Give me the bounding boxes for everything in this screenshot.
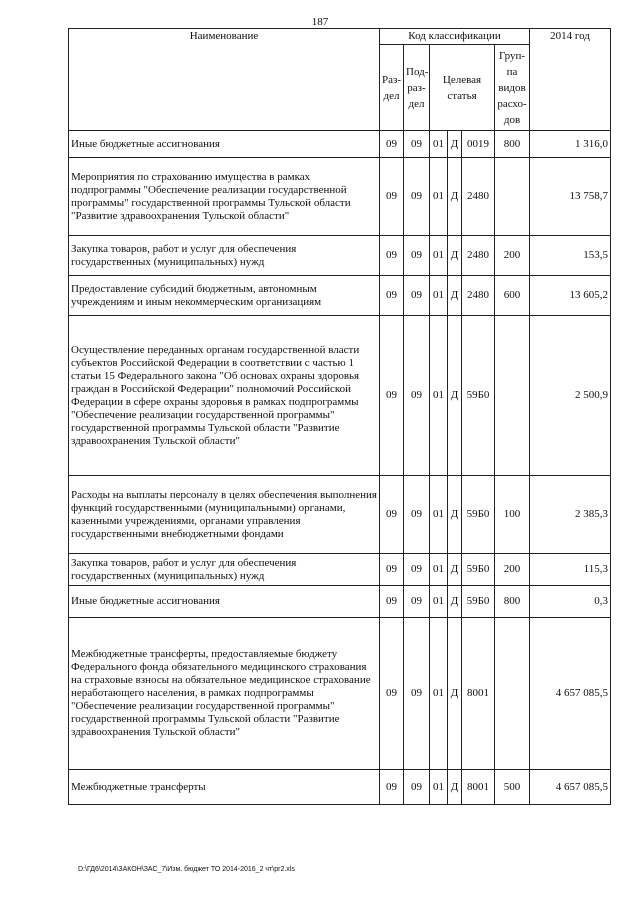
row-target-code: 0019 [462,131,495,158]
table-row [69,276,611,316]
row-target-subprogram: Д [448,131,462,158]
row-expense-group [495,618,530,770]
row-expense-group: 800 [495,586,530,618]
row-section: 09 [380,476,404,554]
row-name: Межбюджетные трансферты, предоставляемые бюджету Федерального фонда обязательного медицинского страхования на страховые взносы на обязательное медицинское страхование неработающего населения, в рамках подпрограммы "Обеспечение реализации государственной программы" государственной программы Тульской области "Развитие здравоохранения Тульской области" [69,618,380,770]
table-row [69,236,611,276]
row-name: Мероприятия по страхованию имущества в рамках подпрограммы "Обеспечение реализации государственной программы" государственной программы Тульской области "Развитие здравоохранения Тульской области" [69,158,380,236]
row-section: 09 [380,131,404,158]
row-amount-2014: 13 758,7 [530,158,611,236]
table-row [69,316,611,476]
row-target-program: 01 [430,618,448,770]
row-section: 09 [380,618,404,770]
row-target-code: 2480 [462,236,495,276]
row-subsection: 09 [404,554,430,586]
table-row [69,586,611,618]
row-name: Межбюджетные трансферты [69,770,380,805]
table-row [69,770,611,805]
row-subsection: 09 [404,770,430,805]
table-body [69,131,611,805]
table-row [69,554,611,586]
row-target-code: 2480 [462,158,495,236]
row-target-program: 01 [430,276,448,316]
row-section: 09 [380,554,404,586]
row-section: 09 [380,770,404,805]
row-target-subprogram: Д [448,276,462,316]
row-subsection: 09 [404,476,430,554]
row-target-program: 01 [430,316,448,476]
row-target-code: 59Б0 [462,554,495,586]
row-section: 09 [380,276,404,316]
header-subsection: Под- раз- дел [404,45,430,131]
row-target-subprogram: Д [448,158,462,236]
table-row [69,618,611,770]
row-target-code: 8001 [462,618,495,770]
row-target-code: 59Б0 [462,476,495,554]
page-number: 187 [311,16,329,28]
footer-file-path: D:\ГД6\2014\ЗАКОН\ЗАС_7\Изм. бюджет ТО 2014-2016_2 чт\pr2.xls [78,866,295,873]
row-amount-2014: 4 657 085,5 [530,618,611,770]
row-target-subprogram: Д [448,554,462,586]
row-subsection: 09 [404,618,430,770]
row-target-code: 59Б0 [462,316,495,476]
row-target-subprogram: Д [448,236,462,276]
row-expense-group [495,316,530,476]
row-subsection: 09 [404,158,430,236]
row-target-program: 01 [430,158,448,236]
row-amount-2014: 2 385,3 [530,476,611,554]
header-classification: Код классификации [380,29,530,45]
row-target-code: 8001 [462,770,495,805]
row-expense-group: 500 [495,770,530,805]
row-target-subprogram: Д [448,586,462,618]
header-group: Груп- па видов расхо- дов [495,45,530,131]
row-amount-2014: 0,3 [530,586,611,618]
row-target-subprogram: Д [448,476,462,554]
header-year: 2014 год [530,29,611,131]
row-expense-group: 200 [495,236,530,276]
row-subsection: 09 [404,276,430,316]
table-row [69,131,611,158]
row-name: Иные бюджетные ассигнования [69,131,380,158]
row-name: Закупка товаров, работ и услуг для обеспечения государственных (муниципальных) нужд [69,554,380,586]
row-subsection: 09 [404,131,430,158]
row-name: Закупка товаров, работ и услуг для обеспечения государственных (муниципальных) нужд [69,236,380,276]
row-section: 09 [380,316,404,476]
row-name: Осуществление переданных органам государственной власти субъектов Российской Федерации в соответствии с частью 1 статьи 15 Федерального закона "Об основах охраны здоровья граждан в Российской Федерации" полномочий Российской Федерации в сфере охраны здоровья в рамках подпрограммы "Обеспечение реализации государственной программы" государственной программы Тульской области "Развитие здравоохранения Тульской области" [69,316,380,476]
row-expense-group: 600 [495,276,530,316]
row-target-subprogram: Д [448,770,462,805]
row-target-subprogram: Д [448,316,462,476]
row-amount-2014: 115,3 [530,554,611,586]
row-amount-2014: 1 316,0 [530,131,611,158]
row-expense-group: 800 [495,131,530,158]
row-amount-2014: 2 500,9 [530,316,611,476]
row-amount-2014: 4 657 085,5 [530,770,611,805]
row-amount-2014: 153,5 [530,236,611,276]
row-target-program: 01 [430,236,448,276]
row-name: Расходы на выплаты персоналу в целях обеспечения выполнения функций государственными (муниципальными) органами, казенными учреждениями, органами управления государственными внебюджетными фондами [69,476,380,554]
row-target-subprogram: Д [448,618,462,770]
row-section: 09 [380,586,404,618]
budget-table [68,28,611,805]
row-target-program: 01 [430,131,448,158]
header-name: Наименование [69,29,380,131]
row-target-program: 01 [430,586,448,618]
row-target-code: 59Б0 [462,586,495,618]
table-row [69,476,611,554]
header-target: Целевая статья [430,45,495,131]
row-target-code: 2480 [462,276,495,316]
row-expense-group [495,158,530,236]
row-section: 09 [380,158,404,236]
row-name: Иные бюджетные ассигнования [69,586,380,618]
row-subsection: 09 [404,586,430,618]
row-subsection: 09 [404,236,430,276]
row-expense-group: 100 [495,476,530,554]
header-section: Раз- дел [380,45,404,131]
row-target-program: 01 [430,476,448,554]
row-target-program: 01 [430,770,448,805]
table-row [69,158,611,236]
row-section: 09 [380,236,404,276]
row-target-program: 01 [430,554,448,586]
row-subsection: 09 [404,316,430,476]
row-name: Предоставление субсидий бюджетным, автономным учреждениям и иным некоммерческим организациям [69,276,380,316]
row-amount-2014: 13 605,2 [530,276,611,316]
row-expense-group: 200 [495,554,530,586]
